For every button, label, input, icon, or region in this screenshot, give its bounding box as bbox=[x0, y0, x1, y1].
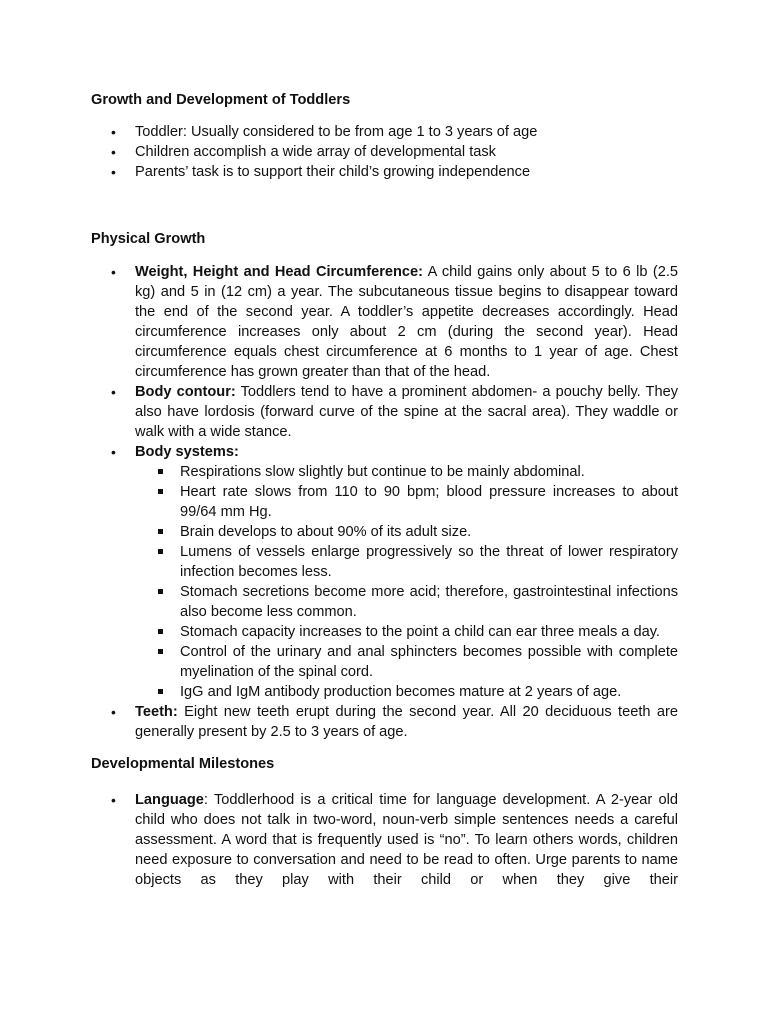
sublist-item: Lumens of vessels enlarge progressively so the threat of lower respiratory infection becomes less. bbox=[135, 542, 678, 582]
list-item-language bbox=[0, 790, 678, 890]
systems-label: Body systems: bbox=[135, 444, 239, 460]
milestones-bullet-list bbox=[0, 790, 678, 890]
heading-growth-development: Growth and Development of Toddlers bbox=[91, 92, 351, 108]
sublist-item: Stomach capacity increases to the point a child can ear three meals a day. bbox=[135, 622, 678, 642]
teeth-label: Teeth: bbox=[135, 704, 178, 720]
language-text: : Toddlerhood is a critical time for language development. A 2-year old child who does not talk in two-word, noun-verb simple sentences needs a careful assessment. A word that is frequently used is “no”. To learn others words, children need exposure to conversation and need to be read to often. Urge parents to name objects as they play with their child or when they give their bbox=[135, 792, 678, 888]
list-item-contour bbox=[0, 382, 678, 442]
contour-label: Body contour: bbox=[135, 384, 236, 400]
heading-developmental-milestones: Developmental Milestones bbox=[91, 756, 275, 772]
language-label: Language bbox=[135, 792, 204, 808]
systems-sublist bbox=[135, 462, 678, 702]
weight-text: A child gains only about 5 to 6 lb (2.5 kg) and 5 in (12 cm) a year. The subcutaneous tissue begins to disappear toward the end of the second year. A toddler’s appetite decreases accordingly. Head circumference increases only about 2 cm (during the second year). Head circumference equals chest circumference at 6 months to 1 year of age. Chest circumference has grown greater than that of the head. bbox=[135, 264, 678, 380]
list-item: • Toddler: Usually considered to be from age 1 to 3 years of age bbox=[0, 122, 678, 142]
sublist-item: Control of the urinary and anal sphincters becomes possible with complete myelination of the spinal cord. bbox=[135, 642, 678, 682]
physical-bullet-list bbox=[0, 262, 678, 742]
list-item: • Parents’ task is to support their child’s growing independence bbox=[0, 162, 678, 182]
sublist-item: Respirations slow slightly but continue to be mainly abdominal. bbox=[135, 462, 678, 482]
list-item-teeth bbox=[0, 702, 678, 742]
list-item: • Children accomplish a wide array of developmental task bbox=[0, 142, 678, 162]
teeth-text: Eight new teeth erupt during the second year. All 20 deciduous teeth are generally present by 2.5 to 3 years of age. bbox=[135, 704, 678, 740]
list-item-weight bbox=[0, 262, 678, 382]
sublist-item: Brain develops to about 90% of its adult size. bbox=[135, 522, 678, 542]
sublist-item: IgG and IgM antibody production becomes mature at 2 years of age. bbox=[135, 682, 678, 702]
heading-physical-growth: Physical Growth bbox=[91, 231, 206, 247]
sublist-item: Heart rate slows from 110 to 90 bpm; blood pressure increases to about 99/64 mm Hg. bbox=[135, 482, 678, 522]
weight-label: Weight, Height and Head Circumference: bbox=[135, 264, 424, 280]
contour-text: Toddlers tend to have a prominent abdomen- a pouchy belly. They also have lordosis (forward curve of the spine at the sacral area). They waddle or walk with a wide stance. bbox=[135, 384, 678, 440]
growth-bullet-list bbox=[0, 122, 678, 182]
list-item-systems bbox=[0, 442, 678, 702]
sublist-item: Stomach secretions become more acid; therefore, gastrointestinal infections also become less common. bbox=[135, 582, 678, 622]
